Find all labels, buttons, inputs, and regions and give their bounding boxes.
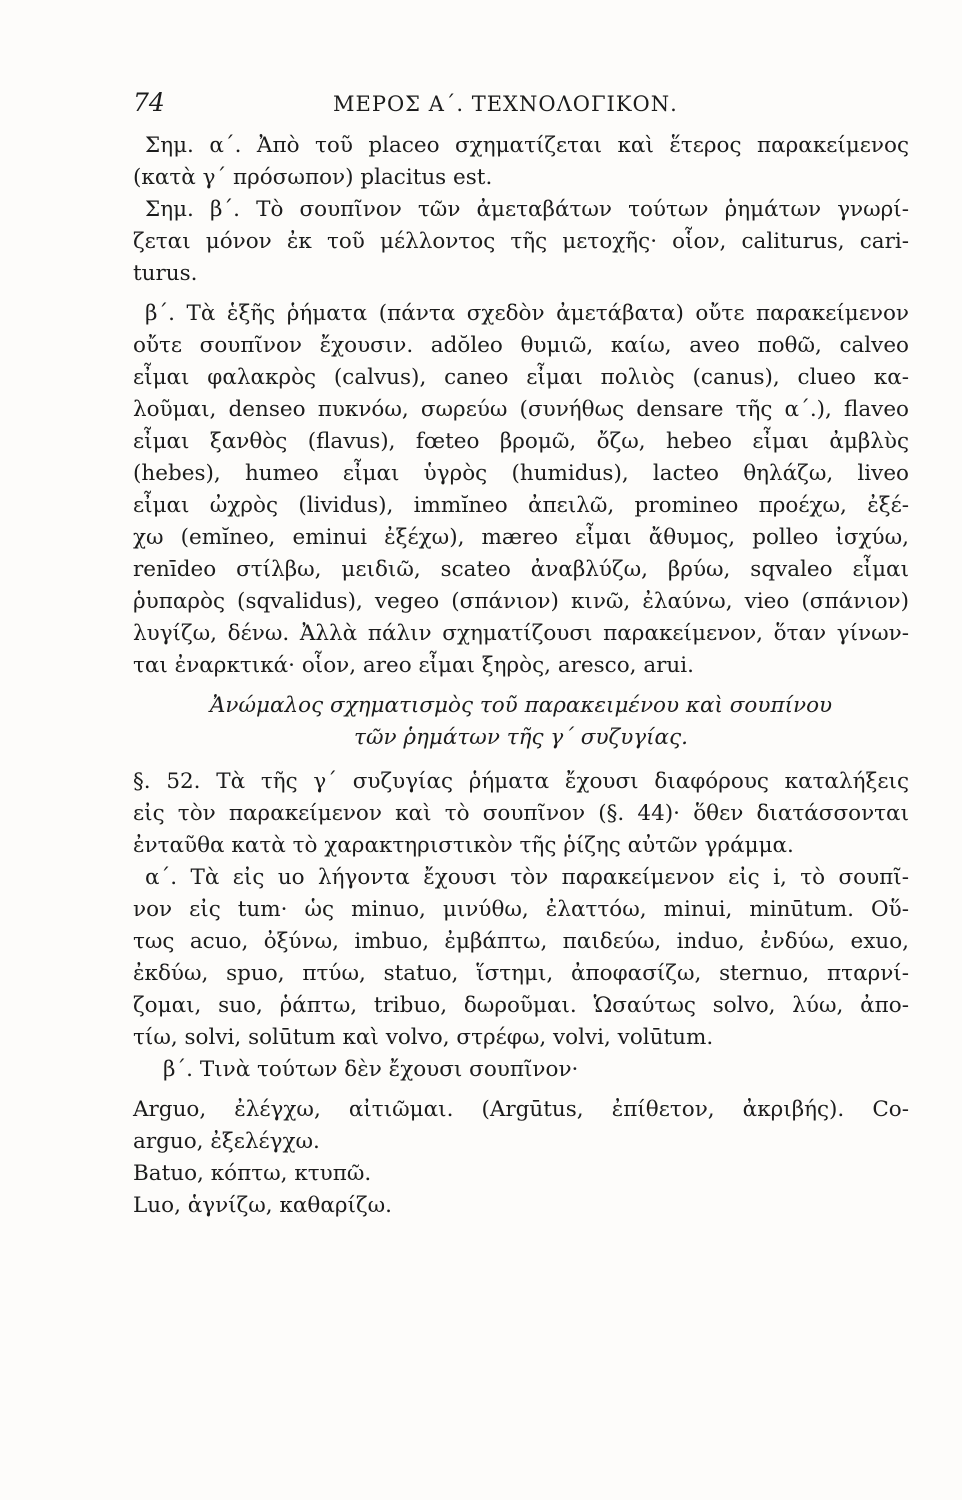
section-heading: [133, 690, 909, 754]
note-line: ζεται μόνον ἐκ τοῦ μέλλοντος τῆς μετοχῆς· οἷον, caliturus, cari-: [133, 229, 909, 254]
heading-line: Ἀνώμαλος σχηματισμὸς τοῦ παρακειμένου καὶ σουπίνου: [209, 693, 833, 718]
paragraph-line: εἶμαι ὠχρὸς (lividus), immĭneo ἀπειλῶ, promineo προέχω, ἐξέ-: [133, 493, 909, 518]
verb-entry: Arguo, ἐλέγχω, αἰτιῶμαι. (Argūtus, ἐπίθετον, ἀκριβής). Co-: [133, 1097, 909, 1122]
paragraph-line: α΄. Τὰ εἰς uo λήγοντα ἔχουσι τὸν παρακείμενον εἰς i, τὸ σουπῖ-: [145, 865, 909, 890]
heading-line: τῶν ῥημάτων τῆς γ΄ συζυγίας.: [354, 725, 688, 750]
paragraph-line: λυγίζω, δένω. Ἀλλὰ πάλιν σχηματίζουσι παρακείμενον, ὅταν γίνων-: [133, 621, 909, 646]
paragraph-line: ῥυπαρὸς (sqvalidus), vegeo (σπάνιον) κινῶ, ἐλαύνω, vieo (σπάνιον): [133, 589, 909, 614]
paragraph-line: ζομαι, suo, ῥάπτω, tribuo, δωροῦμαι. Ὡσαύτως solvo, λύω, ἀπο-: [133, 993, 909, 1018]
subsection-a: [133, 862, 909, 1054]
paragraph-line: §. 52. Τὰ τῆς γ΄ συζυγίας ῥήματα ἔχουσι διαφόρους καταλήξεις: [133, 769, 909, 794]
page-number: 74: [133, 88, 165, 117]
paragraph-line: (hebes), humeo εἶμαι ὑγρὸς (humidus), lacteo θηλάζω, liveo: [133, 461, 909, 486]
subsection-b-intro: β΄. Τινὰ τούτων δὲν ἔχουσι σουπῖνον·: [163, 1057, 579, 1082]
notes-block: [133, 130, 909, 290]
paragraph-line: τίω, solvi, solūtum καὶ volvo, στρέφω, volvi, volūtum.: [133, 1025, 714, 1050]
note-line: (κατὰ γ΄ πρόσωπον) placitus est.: [133, 165, 493, 190]
paragraph-line: νον εἰς tum· ὡς minuo, μινύθω, ἐλαττόω, minui, minūtum. Οὕ-: [133, 897, 909, 922]
running-header: [133, 88, 909, 130]
paragraph-line: λοῦμαι, denseo πυκνόω, σωρεύω (συνήθως densare τῆς α΄.), flaveo: [133, 397, 909, 422]
note-line: turus.: [133, 261, 198, 286]
note-line: Σημ. β΄. Τὸ σουπῖνον τῶν ἀμεταβάτων τούτων ῥημάτων γνωρί-: [145, 197, 909, 222]
paragraph-line: ται ἐναρκτικά· οἷον, areo εἶμαι ξηρὸς, aresco, arui.: [133, 653, 694, 678]
paragraph-line: renīdeo στίλβω, μειδιῶ, scateo ἀναβλύζω, βρύω, sqvaleo εἶμαι: [133, 557, 909, 582]
paragraph-line: χω (emĭneo, eminui ἐξέχω), mæreo εἶμαι ἄθυμος, polleo ἰσχύω,: [133, 525, 909, 550]
paragraph-line: ἐκδύω, spuo, πτύω, statuo, ἵστημι, ἀποφασίζω, sternuo, πταρνί-: [133, 961, 909, 986]
verb-entry: Luo, ἁγνίζω, καθαρίζω.: [133, 1193, 392, 1218]
page: [133, 88, 909, 1222]
paragraph-line: εἰς τὸν παρακείμενον καὶ τὸ σουπῖνον (§. 44)· ὅθεν διατάσσονται: [133, 801, 909, 826]
paragraph-line: β΄. Τὰ ἑξῆς ῥήματα (πάντα σχεδὸν ἀμετάβατα) οὔτε παρακείμενον: [145, 301, 909, 326]
paragraph-line: οὔτε σουπῖνον ἔχουσιν. adŏleo θυμιῶ, καίω, aveo ποθῶ, calveo: [133, 333, 909, 358]
paragraph-line: εἶμαι ξανθὸς (flavus), fœteo βρομῶ, ὄζω, hebeo εἶμαι ἀμβλὺς: [133, 429, 909, 454]
note-line: Σημ. α΄. Ἀπὸ τοῦ placeo σχηματίζεται καὶ ἕτερος παρακείμενος: [145, 133, 909, 158]
verb-entry: Batuo, κόπτω, κτυπῶ.: [133, 1161, 372, 1186]
paragraph-line: ἐνταῦθα κατὰ τὸ χαρακτηριστικὸν τῆς ῥίζης αὐτῶν γράμμα.: [133, 833, 794, 858]
section-52: [133, 766, 909, 862]
paragraph-line: τως acuo, ὀξύνω, imbuo, ἐμβάπτω, παιδεύω, induo, ἐνδύω, exuo,: [133, 929, 909, 954]
paragraph-b: [133, 298, 909, 682]
verb-entries: [133, 1094, 909, 1222]
paragraph-line: εἶμαι φαλακρὸς (calvus), caneo εἶμαι πολιὸς (canus), clueo κα-: [133, 365, 909, 390]
running-title: ΜΕΡΟΣ Α΄. ΤΕΧΝΟΛΟΓΙΚΟΝ.: [333, 92, 678, 116]
verb-entry: arguo, ἐξελέγχω.: [133, 1129, 320, 1154]
